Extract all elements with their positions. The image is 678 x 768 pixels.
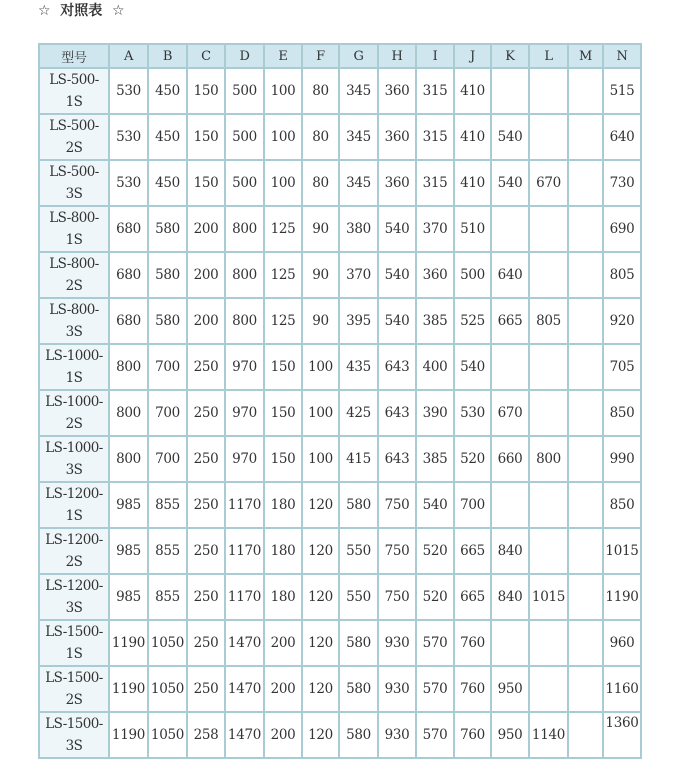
value-cell: 1360 bbox=[603, 712, 641, 758]
model-cell: LS-1200- 1S bbox=[39, 482, 109, 528]
value-cell: 960 bbox=[603, 620, 641, 666]
table-row bbox=[39, 390, 641, 436]
value-cell: 80 bbox=[302, 114, 339, 160]
value-cell: 800 bbox=[225, 298, 264, 344]
value-cell: 360 bbox=[378, 114, 416, 160]
value-cell: 520 bbox=[454, 436, 491, 482]
value-cell: 360 bbox=[378, 160, 416, 206]
value-cell: 705 bbox=[603, 344, 641, 390]
value-cell: 540 bbox=[491, 114, 529, 160]
value-cell: 100 bbox=[264, 114, 302, 160]
value-cell bbox=[568, 252, 603, 298]
value-cell: 250 bbox=[187, 482, 225, 528]
value-cell: 930 bbox=[378, 712, 416, 758]
value-cell: 580 bbox=[339, 666, 378, 712]
table-row bbox=[39, 160, 641, 206]
value-cell: 640 bbox=[603, 114, 641, 160]
value-cell: 500 bbox=[225, 114, 264, 160]
model-cell: LS-800- 1S bbox=[39, 206, 109, 252]
column-header: F bbox=[302, 44, 339, 68]
value-cell: 450 bbox=[148, 114, 187, 160]
value-cell: 665 bbox=[491, 298, 529, 344]
model-cell: LS-500- 3S bbox=[39, 160, 109, 206]
value-cell: 150 bbox=[187, 160, 225, 206]
value-cell: 520 bbox=[416, 528, 454, 574]
value-cell: 665 bbox=[454, 528, 491, 574]
value-cell: 985 bbox=[109, 482, 148, 528]
value-cell: 580 bbox=[148, 252, 187, 298]
value-cell: 250 bbox=[187, 666, 225, 712]
value-cell: 840 bbox=[491, 574, 529, 620]
value-cell: 125 bbox=[264, 206, 302, 252]
value-cell: 1470 bbox=[225, 666, 264, 712]
value-cell: 643 bbox=[378, 390, 416, 436]
value-cell: 680 bbox=[109, 298, 148, 344]
value-cell bbox=[568, 620, 603, 666]
value-cell: 1050 bbox=[148, 620, 187, 666]
table-row bbox=[39, 68, 641, 114]
value-cell: 250 bbox=[187, 620, 225, 666]
column-header: H bbox=[378, 44, 416, 68]
value-cell: 315 bbox=[416, 68, 454, 114]
value-cell: 520 bbox=[416, 574, 454, 620]
page-title: ☆ 对照表 ☆ bbox=[38, 3, 125, 19]
value-cell: 200 bbox=[187, 252, 225, 298]
table-row bbox=[39, 436, 641, 482]
value-cell: 680 bbox=[109, 206, 148, 252]
value-cell: 805 bbox=[529, 298, 568, 344]
value-cell: 800 bbox=[109, 436, 148, 482]
value-cell bbox=[491, 620, 529, 666]
value-cell: 540 bbox=[378, 206, 416, 252]
value-cell: 580 bbox=[339, 482, 378, 528]
value-cell: 570 bbox=[416, 666, 454, 712]
table-row bbox=[39, 528, 641, 574]
value-cell: 500 bbox=[225, 160, 264, 206]
value-cell: 760 bbox=[454, 712, 491, 758]
value-cell: 1160 bbox=[603, 666, 641, 712]
value-cell: 510 bbox=[454, 206, 491, 252]
value-cell: 125 bbox=[264, 298, 302, 344]
value-cell: 530 bbox=[109, 160, 148, 206]
value-cell: 800 bbox=[225, 206, 264, 252]
column-header: I bbox=[416, 44, 454, 68]
model-cell: LS-800- 3S bbox=[39, 298, 109, 344]
value-cell: 1015 bbox=[529, 574, 568, 620]
value-cell: 660 bbox=[491, 436, 529, 482]
value-cell: 1190 bbox=[109, 712, 148, 758]
value-cell: 540 bbox=[378, 252, 416, 298]
value-cell: 200 bbox=[187, 206, 225, 252]
model-cell: LS-1000- 2S bbox=[39, 390, 109, 436]
value-cell: 360 bbox=[378, 68, 416, 114]
value-cell bbox=[529, 114, 568, 160]
value-cell: 90 bbox=[302, 252, 339, 298]
value-cell bbox=[568, 482, 603, 528]
column-header: D bbox=[225, 44, 264, 68]
value-cell: 415 bbox=[339, 436, 378, 482]
column-header: J bbox=[454, 44, 491, 68]
value-cell: 515 bbox=[603, 68, 641, 114]
value-cell: 345 bbox=[339, 160, 378, 206]
column-header: A bbox=[109, 44, 148, 68]
value-cell: 1170 bbox=[225, 482, 264, 528]
value-cell: 500 bbox=[225, 68, 264, 114]
value-cell: 950 bbox=[491, 712, 529, 758]
value-cell: 150 bbox=[264, 344, 302, 390]
value-cell: 315 bbox=[416, 160, 454, 206]
value-cell: 700 bbox=[454, 482, 491, 528]
value-cell: 370 bbox=[339, 252, 378, 298]
value-cell bbox=[529, 528, 568, 574]
model-cell: LS-1000- 3S bbox=[39, 436, 109, 482]
value-cell bbox=[529, 620, 568, 666]
value-cell: 250 bbox=[187, 390, 225, 436]
value-cell: 1050 bbox=[148, 712, 187, 758]
table-row bbox=[39, 482, 641, 528]
value-cell: 643 bbox=[378, 436, 416, 482]
value-cell: 540 bbox=[454, 344, 491, 390]
comparison-table bbox=[38, 43, 642, 759]
value-cell: 805 bbox=[603, 252, 641, 298]
table-row bbox=[39, 344, 641, 390]
value-cell: 395 bbox=[339, 298, 378, 344]
model-cell: LS-800- 2S bbox=[39, 252, 109, 298]
value-cell bbox=[529, 344, 568, 390]
value-cell: 970 bbox=[225, 436, 264, 482]
value-cell: 1140 bbox=[529, 712, 568, 758]
value-cell bbox=[568, 160, 603, 206]
value-cell: 700 bbox=[148, 390, 187, 436]
value-cell bbox=[568, 390, 603, 436]
value-cell: 540 bbox=[491, 160, 529, 206]
value-cell: 100 bbox=[302, 436, 339, 482]
model-cell: LS-1500- 3S bbox=[39, 712, 109, 758]
value-cell: 200 bbox=[187, 298, 225, 344]
value-cell bbox=[491, 68, 529, 114]
column-header: G bbox=[339, 44, 378, 68]
value-cell: 450 bbox=[148, 160, 187, 206]
value-cell bbox=[491, 482, 529, 528]
value-cell: 750 bbox=[378, 574, 416, 620]
value-cell: 580 bbox=[148, 206, 187, 252]
value-cell: 150 bbox=[264, 390, 302, 436]
value-cell: 855 bbox=[148, 528, 187, 574]
value-cell: 345 bbox=[339, 114, 378, 160]
value-cell bbox=[529, 252, 568, 298]
value-cell: 90 bbox=[302, 298, 339, 344]
value-cell bbox=[568, 528, 603, 574]
model-cell: LS-500- 1S bbox=[39, 68, 109, 114]
table-row bbox=[39, 252, 641, 298]
column-header: L bbox=[529, 44, 568, 68]
value-cell: 250 bbox=[187, 344, 225, 390]
value-cell bbox=[568, 712, 603, 758]
value-cell: 425 bbox=[339, 390, 378, 436]
value-cell: 680 bbox=[109, 252, 148, 298]
value-cell: 950 bbox=[491, 666, 529, 712]
table-row bbox=[39, 298, 641, 344]
value-cell bbox=[529, 390, 568, 436]
value-cell: 385 bbox=[416, 436, 454, 482]
value-cell: 850 bbox=[603, 390, 641, 436]
value-cell: 1470 bbox=[225, 712, 264, 758]
column-header: E bbox=[264, 44, 302, 68]
value-cell: 1170 bbox=[225, 528, 264, 574]
value-cell: 750 bbox=[378, 528, 416, 574]
value-cell: 250 bbox=[187, 436, 225, 482]
value-cell: 400 bbox=[416, 344, 454, 390]
value-cell bbox=[529, 666, 568, 712]
table-row bbox=[39, 206, 641, 252]
value-cell: 840 bbox=[491, 528, 529, 574]
value-cell: 570 bbox=[416, 712, 454, 758]
value-cell: 1470 bbox=[225, 620, 264, 666]
value-cell: 1050 bbox=[148, 666, 187, 712]
value-cell: 390 bbox=[416, 390, 454, 436]
value-cell: 410 bbox=[454, 160, 491, 206]
value-cell: 380 bbox=[339, 206, 378, 252]
model-cell: LS-1500- 2S bbox=[39, 666, 109, 712]
value-cell: 1170 bbox=[225, 574, 264, 620]
value-cell: 800 bbox=[109, 390, 148, 436]
value-cell: 120 bbox=[302, 574, 339, 620]
value-cell bbox=[568, 298, 603, 344]
value-cell bbox=[529, 482, 568, 528]
column-header: C bbox=[187, 44, 225, 68]
value-cell: 250 bbox=[187, 574, 225, 620]
value-cell: 80 bbox=[302, 160, 339, 206]
model-cell: LS-1200- 2S bbox=[39, 528, 109, 574]
value-cell: 370 bbox=[416, 206, 454, 252]
value-cell: 670 bbox=[529, 160, 568, 206]
value-cell: 580 bbox=[339, 620, 378, 666]
value-cell: 855 bbox=[148, 482, 187, 528]
value-cell: 100 bbox=[302, 344, 339, 390]
value-cell: 80 bbox=[302, 68, 339, 114]
value-cell: 760 bbox=[454, 666, 491, 712]
value-cell bbox=[529, 68, 568, 114]
value-cell: 100 bbox=[302, 390, 339, 436]
value-cell: 990 bbox=[603, 436, 641, 482]
value-cell: 120 bbox=[302, 712, 339, 758]
value-cell: 800 bbox=[529, 436, 568, 482]
value-cell bbox=[568, 436, 603, 482]
value-cell: 1190 bbox=[603, 574, 641, 620]
table-row bbox=[39, 574, 641, 620]
value-cell: 450 bbox=[148, 68, 187, 114]
value-cell: 200 bbox=[264, 620, 302, 666]
value-cell: 315 bbox=[416, 114, 454, 160]
column-header: N bbox=[603, 44, 641, 68]
value-cell: 525 bbox=[454, 298, 491, 344]
column-header-model: 型号 bbox=[39, 44, 109, 68]
value-cell: 920 bbox=[603, 298, 641, 344]
value-cell: 385 bbox=[416, 298, 454, 344]
value-cell: 150 bbox=[187, 68, 225, 114]
value-cell: 540 bbox=[378, 298, 416, 344]
table-row bbox=[39, 620, 641, 666]
value-cell: 120 bbox=[302, 666, 339, 712]
value-cell: 250 bbox=[187, 528, 225, 574]
value-cell: 730 bbox=[603, 160, 641, 206]
value-cell: 750 bbox=[378, 482, 416, 528]
value-cell: 410 bbox=[454, 114, 491, 160]
value-cell: 258 bbox=[187, 712, 225, 758]
value-cell: 640 bbox=[491, 252, 529, 298]
value-cell bbox=[491, 344, 529, 390]
value-cell: 550 bbox=[339, 528, 378, 574]
value-cell: 200 bbox=[264, 712, 302, 758]
value-cell bbox=[568, 114, 603, 160]
value-cell: 1190 bbox=[109, 620, 148, 666]
value-cell: 360 bbox=[416, 252, 454, 298]
value-cell bbox=[568, 666, 603, 712]
column-header: M bbox=[568, 44, 603, 68]
value-cell: 120 bbox=[302, 482, 339, 528]
table-row bbox=[39, 712, 641, 758]
table-row bbox=[39, 666, 641, 712]
value-cell: 690 bbox=[603, 206, 641, 252]
value-cell: 90 bbox=[302, 206, 339, 252]
value-cell: 150 bbox=[187, 114, 225, 160]
column-header: B bbox=[148, 44, 187, 68]
column-header: K bbox=[491, 44, 529, 68]
value-cell: 410 bbox=[454, 68, 491, 114]
value-cell: 700 bbox=[148, 436, 187, 482]
value-cell: 855 bbox=[148, 574, 187, 620]
model-cell: LS-1500- 1S bbox=[39, 620, 109, 666]
value-cell: 530 bbox=[454, 390, 491, 436]
value-cell: 550 bbox=[339, 574, 378, 620]
value-cell: 120 bbox=[302, 528, 339, 574]
value-cell: 200 bbox=[264, 666, 302, 712]
value-cell bbox=[568, 68, 603, 114]
value-cell: 570 bbox=[416, 620, 454, 666]
value-cell: 670 bbox=[491, 390, 529, 436]
value-cell: 985 bbox=[109, 528, 148, 574]
value-cell: 800 bbox=[109, 344, 148, 390]
value-cell: 530 bbox=[109, 114, 148, 160]
value-cell: 970 bbox=[225, 344, 264, 390]
value-cell: 180 bbox=[264, 528, 302, 574]
value-cell: 700 bbox=[148, 344, 187, 390]
value-cell: 930 bbox=[378, 666, 416, 712]
value-cell: 180 bbox=[264, 574, 302, 620]
value-cell: 345 bbox=[339, 68, 378, 114]
value-cell bbox=[568, 344, 603, 390]
value-cell: 435 bbox=[339, 344, 378, 390]
value-cell: 180 bbox=[264, 482, 302, 528]
model-cell: LS-1200- 3S bbox=[39, 574, 109, 620]
table-row bbox=[39, 114, 641, 160]
value-cell: 665 bbox=[454, 574, 491, 620]
value-cell: 530 bbox=[109, 68, 148, 114]
value-cell: 643 bbox=[378, 344, 416, 390]
value-cell: 930 bbox=[378, 620, 416, 666]
value-cell bbox=[568, 206, 603, 252]
value-cell bbox=[529, 206, 568, 252]
value-cell: 800 bbox=[225, 252, 264, 298]
value-cell: 100 bbox=[264, 68, 302, 114]
value-cell: 580 bbox=[339, 712, 378, 758]
value-cell: 150 bbox=[264, 436, 302, 482]
table-header-row bbox=[39, 44, 641, 68]
value-cell: 580 bbox=[148, 298, 187, 344]
value-cell: 1015 bbox=[603, 528, 641, 574]
value-cell: 100 bbox=[264, 160, 302, 206]
value-cell: 850 bbox=[603, 482, 641, 528]
model-cell: LS-500- 2S bbox=[39, 114, 109, 160]
value-cell: 970 bbox=[225, 390, 264, 436]
value-cell bbox=[568, 574, 603, 620]
value-cell: 985 bbox=[109, 574, 148, 620]
value-cell: 1190 bbox=[109, 666, 148, 712]
value-cell: 760 bbox=[454, 620, 491, 666]
value-cell: 120 bbox=[302, 620, 339, 666]
value-cell: 540 bbox=[416, 482, 454, 528]
value-cell: 125 bbox=[264, 252, 302, 298]
value-cell bbox=[491, 206, 529, 252]
value-cell: 500 bbox=[454, 252, 491, 298]
model-cell: LS-1000- 1S bbox=[39, 344, 109, 390]
